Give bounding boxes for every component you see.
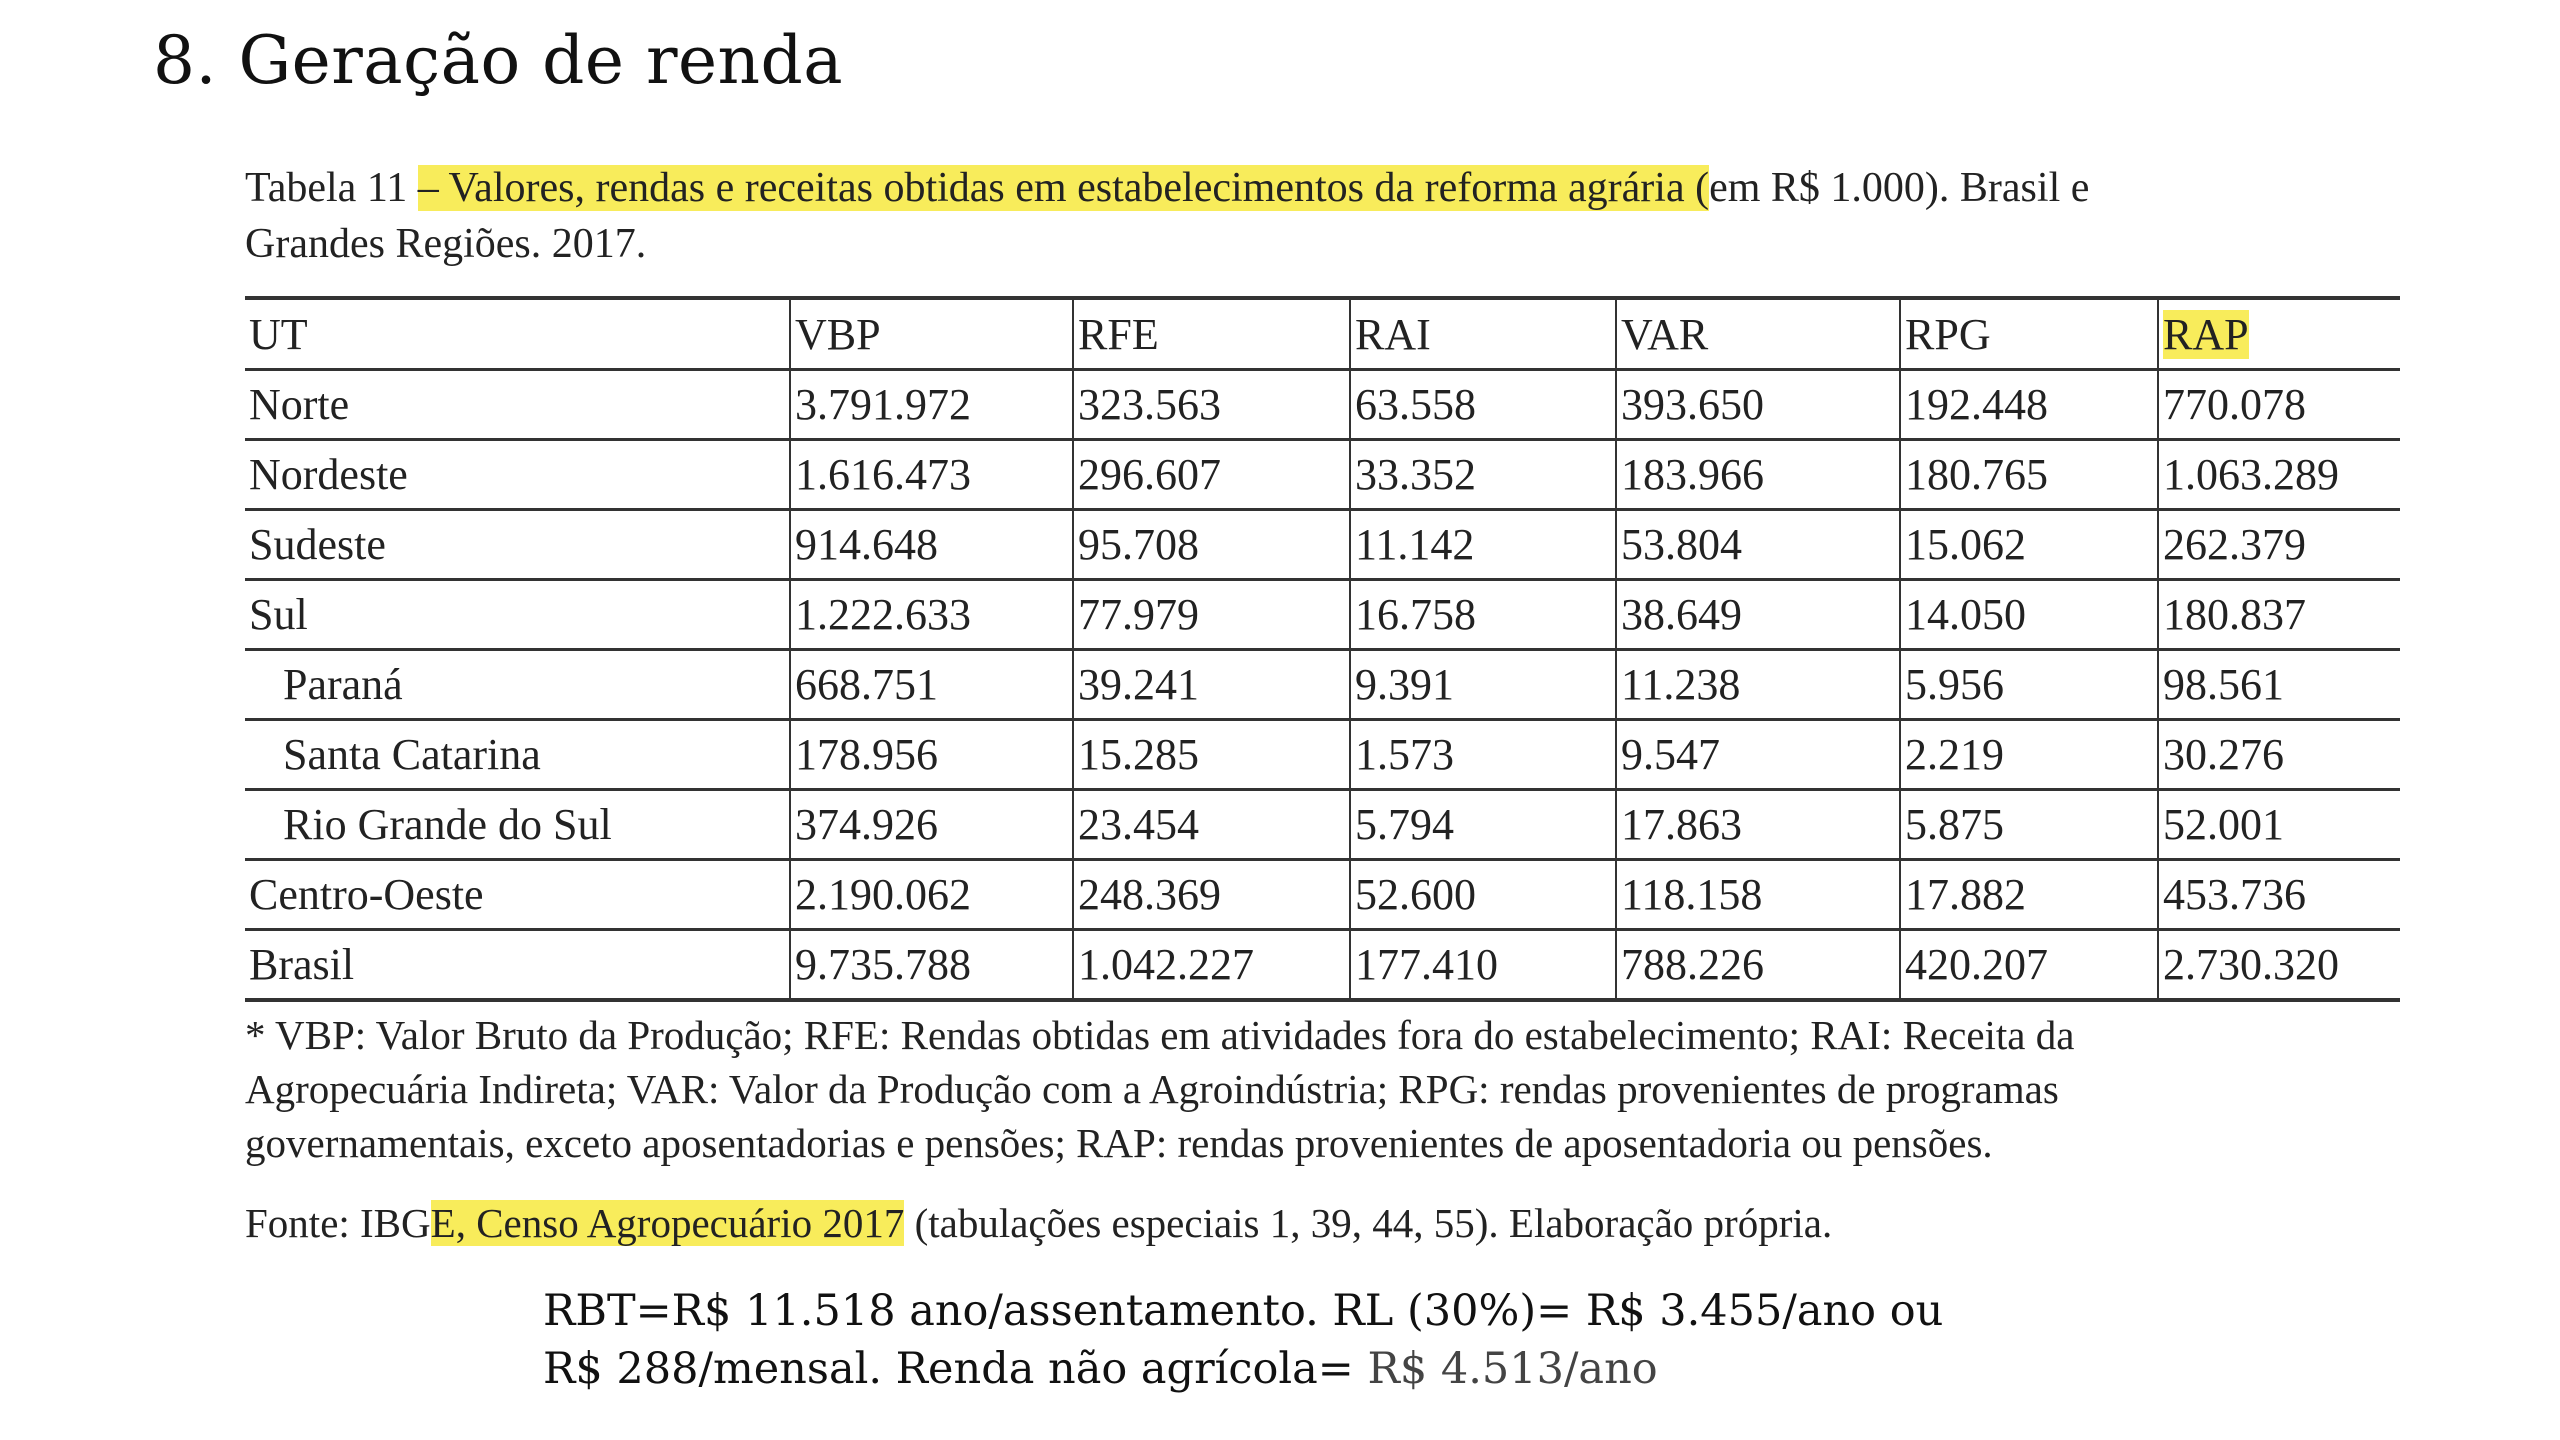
- value-cell: 63.558: [1350, 370, 1616, 440]
- value-cell: 23.454: [1073, 790, 1350, 860]
- table-row: [245, 650, 2400, 720]
- summary-line-2: [543, 1340, 1943, 1398]
- value-cell: 5.875: [1900, 790, 2158, 860]
- source-prefix: Fonte: IBG: [245, 1200, 431, 1246]
- value-cell: 39.241: [1073, 650, 1350, 720]
- value-cell: 53.804: [1616, 510, 1900, 580]
- notes-line: governamentais, exceto aposentadorias e pensões; RAP: rendas provenientes de aposentadoria ou pensões.: [245, 1120, 1993, 1166]
- value-cell: 262.379: [2158, 510, 2400, 580]
- value-cell: 248.369: [1073, 860, 1350, 930]
- header-vbp: VBP: [790, 298, 1073, 370]
- value-cell: 323.563: [1073, 370, 1350, 440]
- value-cell: 14.050: [1900, 580, 2158, 650]
- value-cell: 180.765: [1900, 440, 2158, 510]
- summary-line-1: RBT=R$ 11.518 ano/assentamento. RL (30%)= R$ 3.455/ano ou: [543, 1286, 1944, 1336]
- value-cell: 9.391: [1350, 650, 1616, 720]
- value-cell: 668.751: [790, 650, 1073, 720]
- value-cell: 296.607: [1073, 440, 1350, 510]
- value-cell: 15.062: [1900, 510, 2158, 580]
- value-cell: 420.207: [1900, 930, 2158, 1001]
- table-row: [245, 510, 2400, 580]
- value-cell: 17.863: [1616, 790, 1900, 860]
- value-cell: 118.158: [1616, 860, 1900, 930]
- document-excerpt: [245, 160, 2400, 1250]
- region-cell: Centro-Oeste: [245, 860, 790, 930]
- header-rap-highlight: RAP: [2163, 309, 2249, 359]
- value-cell: 914.648: [790, 510, 1073, 580]
- notes-line: * VBP: Valor Bruto da Produção; RFE: Rendas obtidas em atividades fora do estabelecimento; RAI: Receita da: [245, 1012, 2075, 1058]
- table-row: [245, 790, 2400, 860]
- caption-line-1: [245, 160, 2400, 216]
- value-cell: 177.410: [1350, 930, 1616, 1001]
- value-cell: 9.547: [1616, 720, 1900, 790]
- summary-line-2-value: R$ 4.513/ano: [1367, 1344, 1658, 1394]
- table-row: [245, 860, 2400, 930]
- table-row: [245, 580, 2400, 650]
- notes-line: Agropecuária Indireta; VAR: Valor da Produção com a Agroindústria; RPG: rendas provenientes de programas: [245, 1066, 2059, 1112]
- value-cell: 98.561: [2158, 650, 2400, 720]
- caption-prefix: Tabela 11: [245, 165, 418, 211]
- value-cell: 11.238: [1616, 650, 1900, 720]
- header-rai: RAI: [1350, 298, 1616, 370]
- value-cell: 52.600: [1350, 860, 1616, 930]
- value-cell: 393.650: [1616, 370, 1900, 440]
- source-highlight: E, Censo Agropecuário 2017: [430, 1200, 905, 1246]
- table-header-row: [245, 298, 2400, 370]
- value-cell: 180.837: [2158, 580, 2400, 650]
- table-row: [245, 720, 2400, 790]
- value-cell: 17.882: [1900, 860, 2158, 930]
- value-cell: 16.758: [1350, 580, 1616, 650]
- caption-rest: em R$ 1.000). Brasil e: [1709, 165, 2090, 211]
- caption-highlight-paren: (: [1684, 165, 1710, 211]
- value-cell: 11.142: [1350, 510, 1616, 580]
- value-cell: 453.736: [2158, 860, 2400, 930]
- table-row: [245, 930, 2400, 1001]
- value-cell: 1.222.633: [790, 580, 1073, 650]
- value-cell: 3.791.972: [790, 370, 1073, 440]
- value-cell: 788.226: [1616, 930, 1900, 1001]
- value-cell: 374.926: [790, 790, 1073, 860]
- value-cell: 95.708: [1073, 510, 1350, 580]
- value-cell: 5.794: [1350, 790, 1616, 860]
- slide-title: 8. Geração de renda: [153, 22, 844, 99]
- summary-line-2-main: R$ 288/mensal. Renda não agrícola=: [543, 1344, 1368, 1394]
- value-cell: 192.448: [1900, 370, 2158, 440]
- value-cell: 30.276: [2158, 720, 2400, 790]
- region-cell: Sul: [245, 580, 790, 650]
- income-table: [245, 296, 2400, 1002]
- region-cell: Norte: [245, 370, 790, 440]
- region-cell: Brasil: [245, 930, 790, 1001]
- value-cell: 52.001: [2158, 790, 2400, 860]
- value-cell: 770.078: [2158, 370, 2400, 440]
- value-cell: 2.219: [1900, 720, 2158, 790]
- source-suffix: (tabulações especiais 1, 39, 44, 55). Elaboração própria.: [904, 1200, 1833, 1246]
- value-cell: 2.730.320: [2158, 930, 2400, 1001]
- header-rpg: RPG: [1900, 298, 2158, 370]
- region-cell: Rio Grande do Sul: [245, 790, 790, 860]
- value-cell: 33.352: [1350, 440, 1616, 510]
- caption-line-2: Grandes Regiões. 2017.: [245, 221, 647, 267]
- value-cell: 1.573: [1350, 720, 1616, 790]
- header-ut: UT: [245, 298, 790, 370]
- region-cell: Sudeste: [245, 510, 790, 580]
- header-rfe: RFE: [1073, 298, 1350, 370]
- table-caption: [245, 160, 2400, 272]
- value-cell: 1.616.473: [790, 440, 1073, 510]
- caption-highlight: – Valores, rendas e receitas obtidas em estabelecimentos da reforma agrária: [417, 165, 1685, 211]
- value-cell: 1.063.289: [2158, 440, 2400, 510]
- income-summary: [543, 1282, 1943, 1398]
- region-cell: Nordeste: [245, 440, 790, 510]
- header-var: VAR: [1616, 298, 1900, 370]
- table-source: [245, 1196, 2400, 1250]
- header-rap: [2158, 298, 2400, 370]
- table-row: [245, 370, 2400, 440]
- value-cell: 1.042.227: [1073, 930, 1350, 1001]
- table-row: [245, 440, 2400, 510]
- value-cell: 2.190.062: [790, 860, 1073, 930]
- region-cell: Santa Catarina: [245, 720, 790, 790]
- value-cell: 77.979: [1073, 580, 1350, 650]
- table-notes: [245, 1008, 2400, 1170]
- value-cell: 5.956: [1900, 650, 2158, 720]
- value-cell: 178.956: [790, 720, 1073, 790]
- value-cell: 38.649: [1616, 580, 1900, 650]
- value-cell: 183.966: [1616, 440, 1900, 510]
- region-cell: Paraná: [245, 650, 790, 720]
- value-cell: 9.735.788: [790, 930, 1073, 1001]
- value-cell: 15.285: [1073, 720, 1350, 790]
